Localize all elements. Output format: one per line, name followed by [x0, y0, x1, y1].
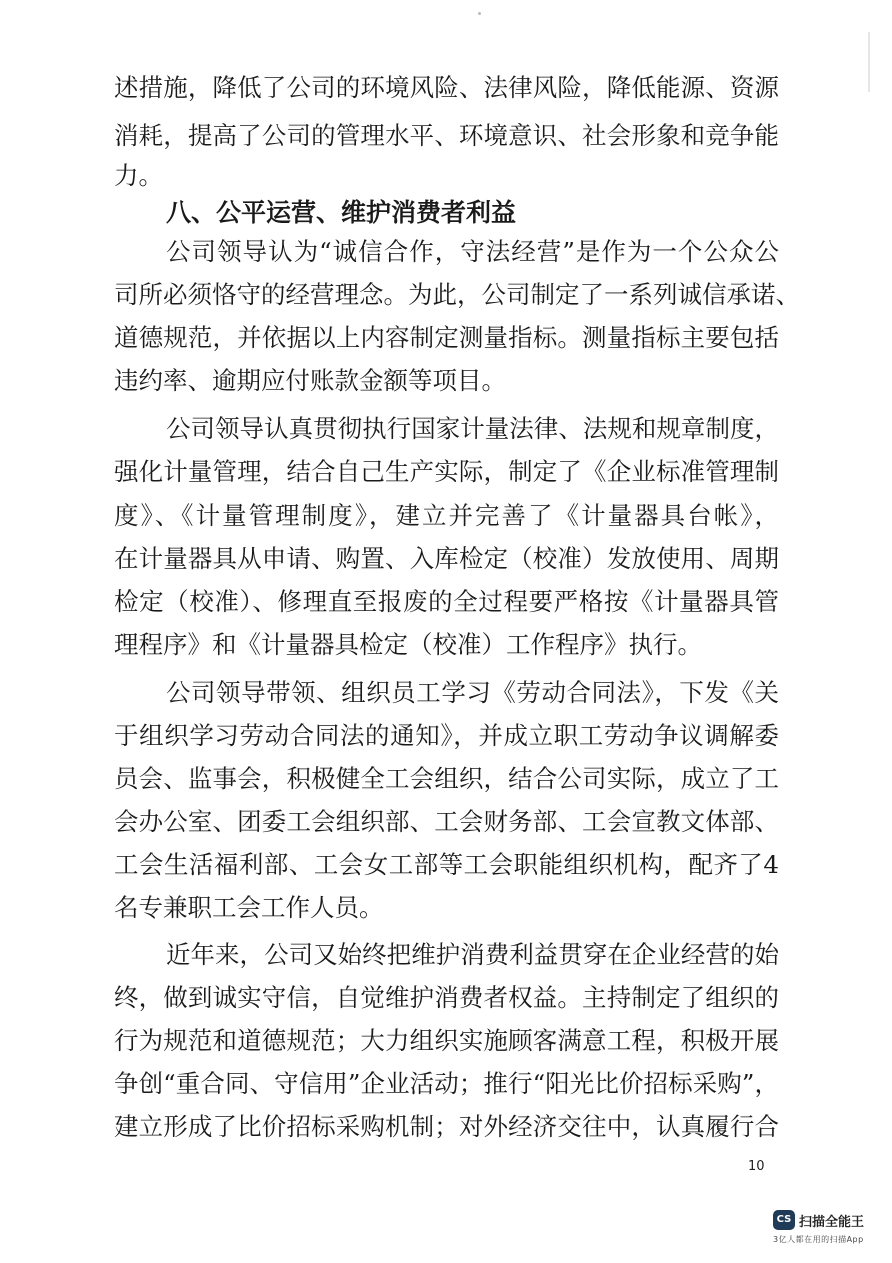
watermark-subtitle: 3亿人都在用的扫描App [773, 1235, 864, 1244]
body-line: 终，做到诚实守信，自觉维护消费者权益。主持制定了组织的 [114, 983, 779, 1012]
body-line: 违约率、逾期应付账款金额等项目。 [114, 366, 506, 395]
body-line: 司所必须恪守的经营理念。为此，公司制定了一系列诚信承诺、 [114, 280, 800, 309]
body-line: 公司领导带领、组织员工学习《劳动合同法》，下发《关 [166, 678, 779, 707]
camscanner-logo-icon: CS [773, 1210, 795, 1230]
body-line: 会办公室、团委工会组织部、工会财务部、工会宣教文体部、 [114, 807, 779, 836]
body-line: 公司领导认为“诚信合作，守法经营”是作为一个公众公 [166, 237, 779, 266]
body-line: 于组织学习劳动合同法的通知》，并成立职工劳动争议调解委 [114, 721, 779, 750]
body-line: 工会生活福利部、工会女工部等工会职能组织机构，配齐了4 [114, 850, 779, 879]
scan-edge-mark [868, 32, 870, 92]
section-heading: 八、公平运营、维护消费者利益 [166, 198, 517, 227]
body-line: 力。 [114, 161, 163, 190]
body-line: 建立形成了比价招标采购机制；对外经济交往中，认真履行合 [114, 1112, 779, 1141]
body-line: 行为规范和道德规范；大力组织实施顾客满意工程，积极开展 [114, 1026, 779, 1055]
body-line: 公司领导认真贯彻执行国家计量法律、法规和规章制度， [166, 414, 779, 443]
scanner-watermark [773, 1210, 883, 1250]
body-line: 近年来，公司又始终把维护消费利益贯穿在企业经营的始 [166, 940, 779, 969]
body-line: 强化计量管理，结合自己生产实际，制定了《企业标准管理制 [114, 457, 779, 486]
body-line: 在计量器具从申请、购置、入库检定（校准）发放使用、周期 [114, 544, 779, 573]
body-line: 争创“重合同、守信用”企业活动；推行“阳光比价招标采购”， [114, 1069, 779, 1098]
body-line: 消耗，提高了公司的管理水平、环境意识、社会形象和竞争能 [114, 121, 779, 150]
body-line: 道德规范，并依据以上内容制定测量指标。测量指标主要包括 [114, 323, 779, 352]
scan-speck [478, 12, 481, 15]
body-line: 检定（校准）、修理直至报废的全过程要严格按《计量器具管 [114, 587, 779, 616]
body-line: 员会、监事会，积极健全工会组织，结合公司实际，成立了工 [114, 764, 779, 793]
body-line: 度》、《计量管理制度》，建立并完善了《计量器具台帐》， [114, 501, 779, 530]
watermark-title: 扫描全能王 [799, 1215, 865, 1230]
body-line: 述措施，降低了公司的环境风险、法律风险，降低能源、资源 [114, 73, 779, 102]
page-number: 10 [748, 1159, 765, 1174]
body-line: 名专兼职工会工作人员。 [114, 893, 384, 922]
body-line: 理程序》和《计量器具检定（校准）工作程序》执行。 [114, 630, 702, 659]
